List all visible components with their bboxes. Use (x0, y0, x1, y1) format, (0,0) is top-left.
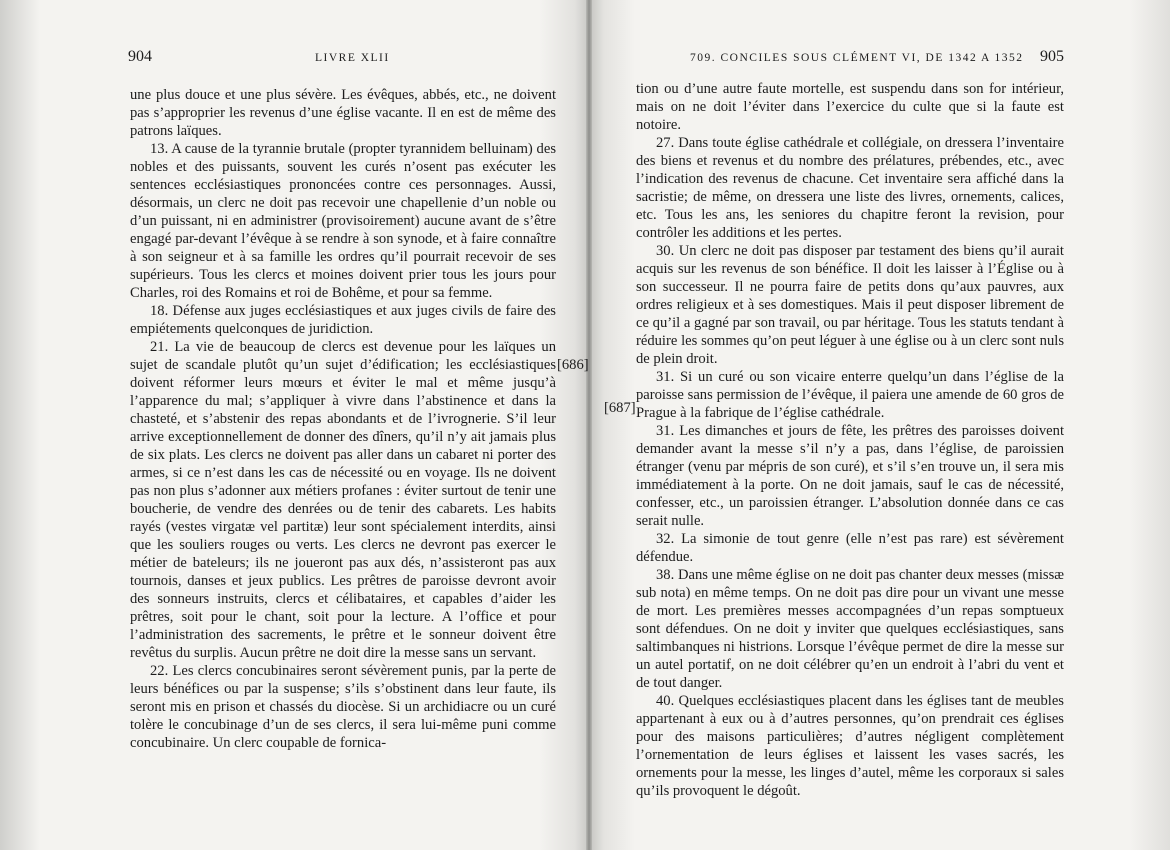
book-gutter (586, 0, 592, 850)
paragraph: 21. La vie de beaucoup de clercs est devenue pour les laïques un sujet de scandale plutôt qu’un sujet d’édification; les ecclésiastiques doivent réformer leurs mœurs et éviter le mal et même jusqu’à l’apparence du mal; s’appliquer à vivre dans l’abstinence et dans la chasteté, et s’abstenir des repas abondants et de l’ivrognerie. S’il leur arrive exceptionnellement de donner des dîners, qu’il n’y ait jamais plus de six plats. Les clercs ne doivent pas aller dans un cabaret ni porter des armes, si ce n’est dans les cas de nécessité ou en voyage. Ils ne doivent pas non plus s’adonner aux métiers profanes : éviter surtout de tenir une boucherie, de vendre des denrées ou de tenir des cabarets. Les habits rayés (vestes virgatæ vel partitæ) leur sont spécialement interdits, ainsi que les souliers rouges ou verts. Les clercs ne devront pas exercer le métier de bateleurs; ils ne joueront pas aux dés, n’assisteront pas aux tournois, danses et jeux publics. Les prêtres de paroisse devront avoir des sonneurs instruits, clercs et célibataires, et capables d’aider les prêtres, soit pour le chant, soit pour la lecture. A l’office et pour l’administration des sacrements, le prêtre et le sonneur doivent être revêtus du surplis. Aucun prêtre ne doit dire la messe sans un servant. (130, 339, 556, 661)
right-page-body (636, 80, 1064, 800)
paragraph: 18. Défense aux juges ecclésiastiques et aux juges civils de faire des empiétements quelconques de juridiction. (130, 303, 556, 337)
paragraph: 13. A cause de la tyrannie brutale (propter tyrannidem belluinam) des nobles et des puissants, souvent les curés n’osent pas exécuter les sentences ecclésiastiques prononcées contre ces personnages. Aussi, désormais, un clerc ne doit pas recevoir une chapellenie d’un noble ou d’un puissant, ni en administrer (provisoirement) aucune avant de s’être engagé par-devant l’évêque à se rendre à son synode, et à faire connaître à son seigneur et à sa famille les ordres qu’il pourrait recevoir de ses supérieurs. Tous les clercs et moines doivent prier tous les jours pour Charles, roi des Romains et roi de Bohême, et pour sa femme. (130, 141, 556, 301)
left-page-body (130, 86, 556, 752)
paragraph: 32. La simonie de tout genre (elle n’est pas rare) est sévèrement défendue. (636, 531, 1064, 565)
paragraph: une plus douce et une plus sévère. Les évêques, abbés, etc., ne doivent pas s’approprier les revenus d’une église vacante. Il en est de même des patrons laïques. (130, 87, 556, 139)
margin-reference-686: [686] (557, 357, 589, 373)
left-page-number: 904 (128, 48, 152, 65)
paragraph: 40. Quelques ecclésiastiques placent dans les églises tant de meubles appartenant à eux ou à d’autres personnes, qu’on prendrait ces églises pour des maisons particulières; d’autres négligent complètement l’ornementation de leurs églises et laissent les vases sacrés, les ornements pour la messe, les linges d’autel, même les corporaux si sales qu’ils provoquent le dégoût. (636, 693, 1064, 799)
margin-reference-687: [687] (604, 400, 636, 416)
left-running-head: LIVRE XLII (315, 52, 390, 64)
paragraph: 31. Les dimanches et jours de fête, les prêtres des paroisses doivent demander avant la messe s’il n’y a pas, dans l’église, de paroissien étranger (venu par mépris de son curé), et s’il s’en trouve un, il sera mis immédiatement à la porte. On ne doit jamais, sauf le cas de nécessité, confesser, etc., un paroissien étranger. L’absolution donnée dans ce cas serait nulle. (636, 423, 1064, 529)
paragraph: 30. Un clerc ne doit pas disposer par testament des biens qu’il aurait acquis sur les revenus de son bénéfice. Il doit les laisser à l’Église ou à son successeur. Il ne pourra faire de petits dons qu’aux pauvres, aux ordres religieux et à ses domestiques. Mais il peut disposer librement de ce qu’il a gagné par son travail, ou par héritage. Tous les statuts tendant à réduire les sommes qu’on peut léguer à une église ou à un clerc sont nuls de plein droit. (636, 243, 1064, 367)
right-page-number: 905 (1040, 48, 1064, 65)
paragraph: 22. Les clercs concubinaires seront sévèrement punis, par la perte de leurs bénéfices ou par la suspense; s’ils s’obstinent dans leur faute, ils seront mis en prison et chassés du diocèse. Si un archidiacre ou un curé tolère le concubinage d’un de ses clercs, il sera lui-même puni comme concubinaire. Un clerc coupable de fornica- (130, 663, 556, 751)
paragraph: 31. Si un curé ou son vicaire enterre quelqu’un dans l’église de la paroisse sans permission de l’évêque, il paiera une amende de 60 gros de Prague à la fabrique de l’église cathédrale. (636, 369, 1064, 421)
paragraph: 38. Dans une même église on ne doit pas chanter deux messes (missæ sub nota) en même temps. On ne doit pas dire pour un vivant une messe de mort. Les premières messes accompagnées d’un repas somptueux sont défendues. On ne doit y inviter que quelques ecclésiastiques, sans saltimbanques ni histrions. Lorsque l’évêque permet de dire la messe sur un autel portatif, on ne doit célébrer qu’en un endroit à l’abri du vent et de tout danger. (636, 567, 1064, 691)
right-running-head: 709. CONCILES SOUS CLÉMENT VI, DE 1342 A 1352 (690, 52, 1024, 64)
paragraph: 27. Dans toute église cathédrale et collégiale, on dressera l’inventaire des biens et revenus et du nombre des prélatures, prébendes, etc., avec l’indication des revenus de chacune. Cet inventaire sera affiché dans la sacristie; de même, on dressera une liste des livres, ornements, calices, etc. Tous les ans, les seniores du chapitre feront la revision, pour contrôler les additions et les pertes. (636, 135, 1064, 241)
paragraph: tion ou d’une autre faute mortelle, est suspendu dans son for intérieur, mais on ne doit l’éviter dans l’exercice du culte que si la faute est notoire. (636, 81, 1064, 133)
